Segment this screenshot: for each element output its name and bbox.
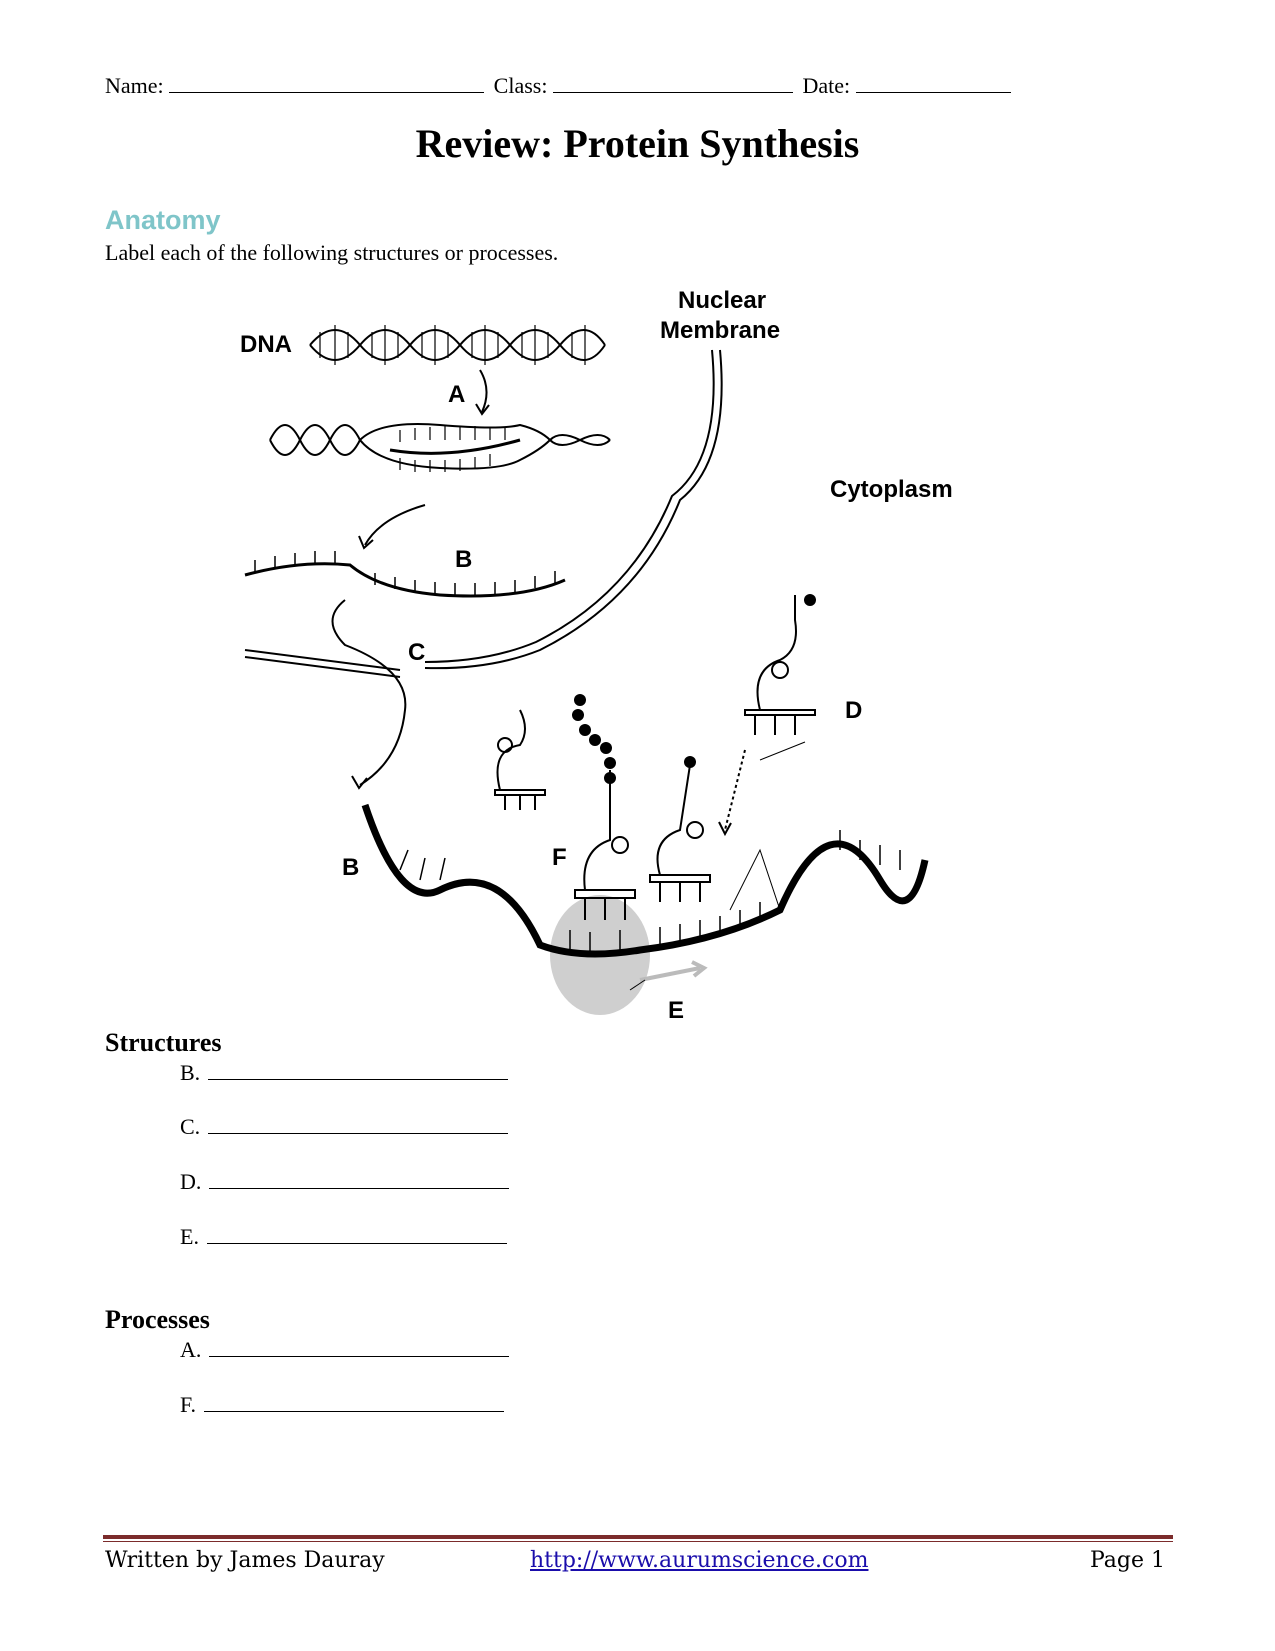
arrow-a bbox=[480, 370, 487, 412]
protein-synthesis-diagram bbox=[240, 290, 1030, 1080]
dna-strand-2 bbox=[310, 330, 605, 360]
processes-heading: Processes bbox=[105, 1305, 210, 1334]
polypeptide-chain bbox=[572, 694, 696, 784]
name-field[interactable] bbox=[169, 72, 484, 93]
name-label: Name: bbox=[105, 73, 164, 98]
structures-heading: Structures bbox=[105, 1028, 222, 1057]
arrow-to-mrna bbox=[365, 505, 425, 545]
answer-line[interactable] bbox=[208, 1061, 508, 1080]
label-a: A bbox=[448, 381, 466, 408]
process-item-a: A. bbox=[180, 1337, 509, 1363]
label-f: F bbox=[552, 844, 567, 871]
label-c: C bbox=[408, 639, 426, 666]
structure-item-c: C. bbox=[180, 1114, 508, 1140]
section-heading: Anatomy bbox=[105, 205, 221, 235]
footer-rule bbox=[103, 1535, 1173, 1539]
structure-item-b: B. bbox=[180, 1060, 508, 1086]
student-info-line bbox=[105, 72, 1015, 99]
label-d: D bbox=[845, 697, 863, 724]
process-item-f: F. bbox=[180, 1392, 504, 1418]
trna-incoming bbox=[650, 765, 710, 902]
trna-attached bbox=[575, 770, 635, 920]
label-b-top: B bbox=[455, 546, 473, 573]
label-b-bottom: B bbox=[342, 854, 360, 881]
page-title: Review: Protein Synthesis bbox=[415, 121, 860, 166]
structure-item-e: E. bbox=[180, 1224, 507, 1250]
label-dna: DNA bbox=[240, 331, 292, 358]
unwound-dna-lower bbox=[270, 425, 610, 469]
answer-line[interactable] bbox=[209, 1170, 509, 1189]
trna-floating bbox=[495, 710, 545, 810]
label-e: E bbox=[668, 997, 685, 1024]
label-membrane: Membrane bbox=[660, 317, 781, 344]
footer-page-number: Page 1 bbox=[1089, 1548, 1165, 1573]
answer-line[interactable] bbox=[204, 1393, 504, 1412]
mrna-exit-path bbox=[333, 600, 406, 785]
mrna-strand-top bbox=[245, 564, 565, 596]
class-label: Class: bbox=[493, 73, 548, 98]
nuclear-membrane-inner bbox=[425, 350, 714, 662]
answer-line[interactable] bbox=[207, 1225, 507, 1244]
answer-line[interactable] bbox=[209, 1338, 509, 1357]
date-field[interactable] bbox=[856, 72, 1011, 93]
instructions: Label each of the following structures or processes. bbox=[105, 240, 559, 265]
footer-rule-thin bbox=[103, 1541, 1173, 1542]
answer-line[interactable] bbox=[208, 1115, 508, 1134]
label-nuclear: Nuclear bbox=[678, 290, 767, 314]
trna-d bbox=[745, 594, 816, 735]
dotted-arrow bbox=[725, 750, 745, 830]
date-label: Date: bbox=[802, 73, 851, 98]
class-field[interactable] bbox=[553, 72, 793, 93]
footer-link[interactable]: http://www.aurumscience.com bbox=[530, 1548, 869, 1573]
footer-author: Written by James Dauray bbox=[105, 1548, 385, 1573]
structure-item-d: D. bbox=[180, 1169, 509, 1195]
label-cytoplasm: Cytoplasm bbox=[830, 476, 953, 503]
